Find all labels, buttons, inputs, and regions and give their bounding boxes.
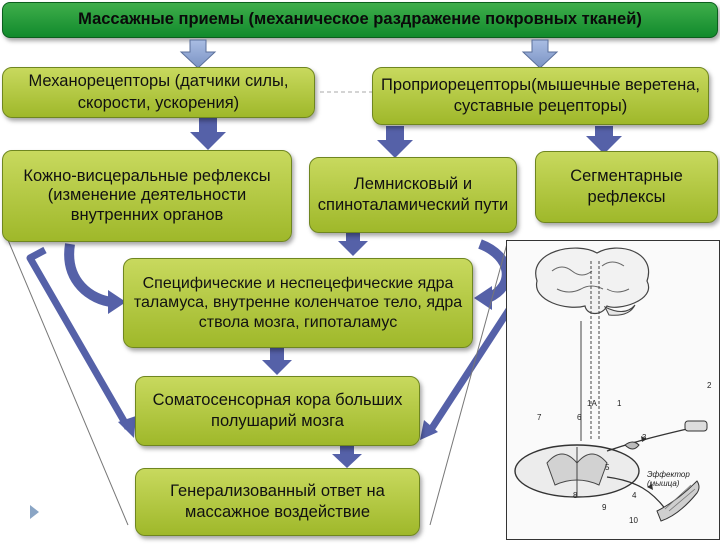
proprioreceptors-text: Проприорецепторы(мышечные веретена, суставные рецепторы) <box>381 75 700 115</box>
inset-label-5: 5 <box>605 463 610 472</box>
inset-effector-label: Эффектор (мышца) <box>647 470 690 488</box>
mechanoreceptors-text: Механорецепторы (датчики силы, скорости, ускорения) <box>28 72 289 112</box>
inset-label-6: 6 <box>577 413 582 422</box>
receptor <box>685 421 707 431</box>
slide-nav-arrow-icon[interactable] <box>30 505 39 519</box>
thin-line-left <box>8 240 128 525</box>
inset-label-7: 7 <box>537 413 542 422</box>
inset-label-1: 1 <box>617 399 622 408</box>
block-arrow-left <box>181 40 215 68</box>
skin-visceral-text: Кожно-висцеральные рефлексы (изменение деятельности внутренних органов <box>23 166 271 224</box>
inset-label-8: 8 <box>573 491 578 500</box>
segmental-text: Сегментарные рефлексы <box>570 166 683 206</box>
segmental-box <box>535 151 718 223</box>
brain-outline <box>536 248 649 313</box>
arrow-lemniscal-to-thalamus <box>338 233 368 256</box>
mechanoreceptors-box <box>2 67 315 118</box>
inset-label-4: 4 <box>632 491 637 500</box>
arrow-mechano-to-skin <box>190 118 226 150</box>
inset-label-1A: 1A <box>587 399 597 408</box>
afferent-fiber <box>607 429 687 451</box>
thalamus-text: Специфические и неспецефические ядра таламуса, внутренне коленчатое тело, ядра ствола мозга, гипоталамус <box>133 275 463 331</box>
curved-arrow-right <box>480 244 507 298</box>
inset-label-10: 10 <box>629 516 638 525</box>
arrow-proprio-to-lemniscal <box>377 126 413 158</box>
inset-label-3: 3 <box>642 433 647 442</box>
response-box <box>135 468 420 536</box>
cortex-box <box>135 376 420 446</box>
lemniscal-box <box>309 157 517 233</box>
reflex-arc-drawing <box>507 241 719 539</box>
curved-arrow-left <box>69 244 112 302</box>
response-text: Генерализованный ответ на массажное воздействие <box>170 481 385 521</box>
curved-arrow-right-head <box>474 286 492 310</box>
arrow-cortex-to-response <box>332 446 362 468</box>
arrow-thalamus-to-cortex <box>262 348 292 375</box>
inset-label-2: 2 <box>707 381 712 390</box>
inset-label-9: 9 <box>602 503 607 512</box>
thalamus-box <box>123 258 473 348</box>
cortex-text: Соматосенсорная кора больших полушарий мозга <box>152 390 403 430</box>
skin-visceral-box <box>2 150 292 242</box>
block-arrow-right <box>523 40 557 68</box>
lemniscal-text: Лемнисковый и спиноталамический пути <box>317 174 509 214</box>
proprioreceptors-box <box>372 67 709 125</box>
title-text: Массажные приемы (механическое раздражение покровных тканей) <box>78 10 642 29</box>
reflex-arc-figure <box>506 240 720 540</box>
ganglion <box>625 442 639 449</box>
arrow-proprio-to-segmental <box>586 126 622 154</box>
